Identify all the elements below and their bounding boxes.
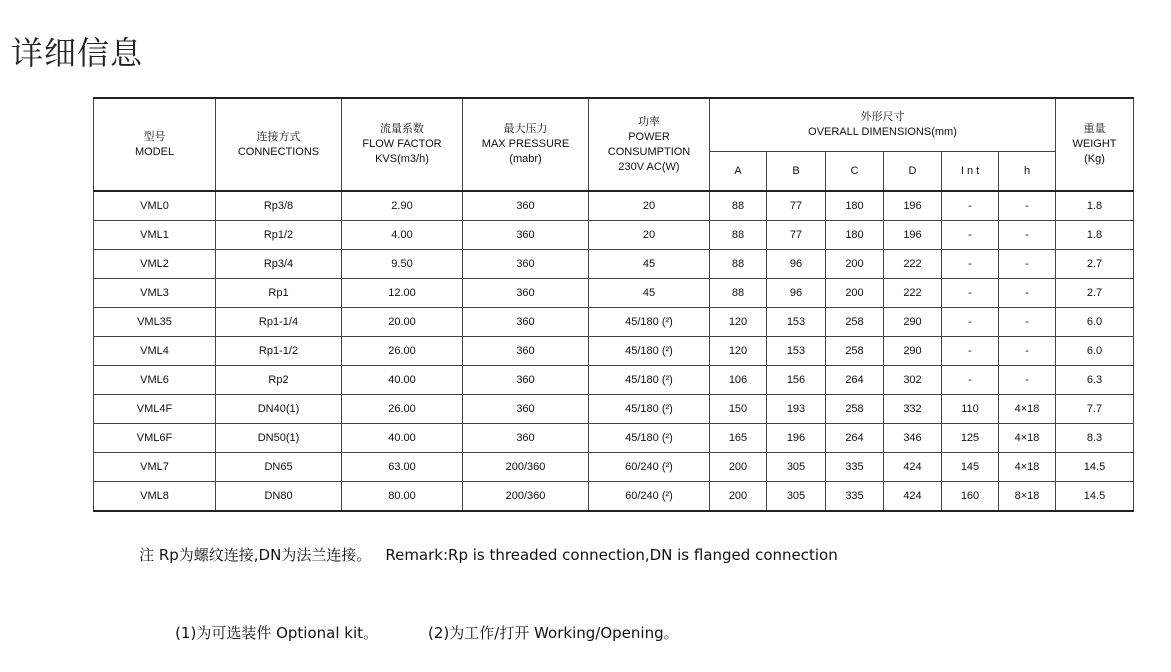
cell-flow-factor: 26.00 (342, 395, 463, 424)
cell-dim-int: - (942, 366, 999, 395)
cell-weight: 14.5 (1056, 482, 1134, 512)
cell-flow-factor: 40.00 (342, 424, 463, 453)
cell-dim-b: 153 (767, 308, 826, 337)
cell-model: VML6 (94, 366, 216, 395)
cell-dim-b: 153 (767, 337, 826, 366)
cell-dim-d: 196 (884, 191, 942, 221)
cell-dim-h: - (999, 337, 1056, 366)
cell-max-pressure: 360 (463, 366, 589, 395)
cell-dim-int: - (942, 279, 999, 308)
cell-dim-c: 180 (826, 221, 884, 250)
cell-weight: 2.7 (1056, 279, 1134, 308)
cell-max-pressure: 360 (463, 250, 589, 279)
header-connections: 连接方式 CONNECTIONS (216, 98, 342, 191)
cell-dim-a: 165 (710, 424, 767, 453)
cell-dim-int: 110 (942, 395, 999, 424)
cell-flow-factor: 2.90 (342, 191, 463, 221)
cell-dim-a: 88 (710, 279, 767, 308)
cell-flow-factor: 80.00 (342, 482, 463, 512)
table-body (94, 191, 1134, 511)
cell-power: 45/180 (²) (589, 337, 710, 366)
cell-dim-d: 424 (884, 482, 942, 512)
cell-dim-b: 77 (767, 191, 826, 221)
cell-max-pressure: 360 (463, 279, 589, 308)
cell-dim-int: 145 (942, 453, 999, 482)
cell-dim-h: - (999, 308, 1056, 337)
note-optional-kit: (1)为可选装件 Optional kit。 (175, 624, 379, 642)
cell-max-pressure: 360 (463, 221, 589, 250)
cell-max-pressure: 200/360 (463, 482, 589, 512)
header-overall-dimensions: 外形尺寸 OVERALL DIMENSIONS(mm) (710, 98, 1056, 152)
cell-dim-b: 96 (767, 250, 826, 279)
table-row (94, 191, 1134, 221)
specification-table (93, 97, 1134, 512)
cell-dim-c: 335 (826, 453, 884, 482)
cell-dim-h: 8×18 (999, 482, 1056, 512)
cell-connection: Rp3/8 (216, 191, 342, 221)
header-dim-int: I n t (942, 152, 999, 192)
cell-connection: DN80 (216, 482, 342, 512)
cell-model: VML4 (94, 337, 216, 366)
cell-connection: DN40(1) (216, 395, 342, 424)
cell-power: 60/240 (²) (589, 482, 710, 512)
header-model: 型号 MODEL (94, 98, 216, 191)
table-row (94, 221, 1134, 250)
cell-dim-h: 4×18 (999, 395, 1056, 424)
header-weight: 重量 WEIGHT (Kg) (1056, 98, 1134, 191)
page-title: 详细信息 (11, 34, 144, 72)
cell-power: 45/180 (²) (589, 366, 710, 395)
cell-dim-d: 290 (884, 337, 942, 366)
table-header (94, 98, 1134, 191)
cell-dim-a: 88 (710, 221, 767, 250)
cell-dim-a: 106 (710, 366, 767, 395)
cell-power: 45 (589, 279, 710, 308)
cell-connection: Rp2 (216, 366, 342, 395)
table-row (94, 366, 1134, 395)
cell-dim-c: 258 (826, 308, 884, 337)
cell-connection: Rp3/4 (216, 250, 342, 279)
table-row (94, 250, 1134, 279)
cell-dim-c: 200 (826, 279, 884, 308)
table-row (94, 453, 1134, 482)
cell-power: 20 (589, 191, 710, 221)
header-dim-h: h (999, 152, 1056, 192)
cell-power: 45/180 (²) (589, 308, 710, 337)
cell-dim-b: 156 (767, 366, 826, 395)
cell-dim-int: - (942, 250, 999, 279)
cell-flow-factor: 63.00 (342, 453, 463, 482)
note-working-opening: (2)为工作/打开 Working/Opening。 (428, 624, 679, 642)
cell-max-pressure: 200/360 (463, 453, 589, 482)
cell-dim-c: 335 (826, 482, 884, 512)
cell-dim-c: 264 (826, 366, 884, 395)
cell-dim-h: 4×18 (999, 453, 1056, 482)
cell-dim-h: - (999, 221, 1056, 250)
cell-max-pressure: 360 (463, 424, 589, 453)
cell-flow-factor: 40.00 (342, 366, 463, 395)
cell-connection: DN65 (216, 453, 342, 482)
header-flow-factor: 流量系数 FLOW FACTOR KVS(m3/h) (342, 98, 463, 191)
cell-dim-b: 305 (767, 482, 826, 512)
cell-weight: 6.0 (1056, 337, 1134, 366)
header-dim-c: C (826, 152, 884, 192)
cell-weight: 6.0 (1056, 308, 1134, 337)
cell-max-pressure: 360 (463, 337, 589, 366)
cell-model: VML4F (94, 395, 216, 424)
table-row (94, 279, 1134, 308)
cell-dim-b: 196 (767, 424, 826, 453)
cell-dim-d: 196 (884, 221, 942, 250)
cell-dim-b: 77 (767, 221, 826, 250)
cell-flow-factor: 12.00 (342, 279, 463, 308)
cell-dim-d: 332 (884, 395, 942, 424)
cell-flow-factor: 9.50 (342, 250, 463, 279)
cell-weight: 2.7 (1056, 250, 1134, 279)
table-row (94, 308, 1134, 337)
cell-dim-h: - (999, 279, 1056, 308)
cell-connection: DN50(1) (216, 424, 342, 453)
cell-max-pressure: 360 (463, 191, 589, 221)
note-remark-cn: 注 Rp为螺纹连接,DN为法兰连接。 (139, 546, 372, 564)
cell-dim-a: 200 (710, 482, 767, 512)
cell-dim-b: 96 (767, 279, 826, 308)
cell-flow-factor: 4.00 (342, 221, 463, 250)
cell-weight: 7.7 (1056, 395, 1134, 424)
cell-max-pressure: 360 (463, 308, 589, 337)
cell-dim-d: 424 (884, 453, 942, 482)
cell-model: VML3 (94, 279, 216, 308)
table-row (94, 424, 1134, 453)
header-dim-d: D (884, 152, 942, 192)
cell-connection: Rp1-1/4 (216, 308, 342, 337)
cell-power: 45/180 (²) (589, 424, 710, 453)
cell-dim-d: 222 (884, 250, 942, 279)
cell-dim-a: 150 (710, 395, 767, 424)
cell-dim-int: - (942, 221, 999, 250)
cell-dim-c: 258 (826, 395, 884, 424)
header-dim-b: B (767, 152, 826, 192)
cell-dim-d: 302 (884, 366, 942, 395)
cell-dim-d: 290 (884, 308, 942, 337)
cell-dim-int: 160 (942, 482, 999, 512)
cell-power: 60/240 (²) (589, 453, 710, 482)
cell-model: VML0 (94, 191, 216, 221)
cell-dim-int: - (942, 337, 999, 366)
note-remark-en: Remark:Rp is threaded connection,DN is flanged connection (385, 546, 838, 564)
header-max-pressure: 最大压力 MAX PRESSURE (mabr) (463, 98, 589, 191)
cell-dim-b: 193 (767, 395, 826, 424)
table-row (94, 482, 1134, 512)
cell-power: 20 (589, 221, 710, 250)
note-line-1 (120, 516, 838, 594)
cell-dim-c: 264 (826, 424, 884, 453)
cell-weight: 6.3 (1056, 366, 1134, 395)
cell-weight: 14.5 (1056, 453, 1134, 482)
cell-dim-c: 200 (826, 250, 884, 279)
header-power: 功率 POWER CONSUMPTION 230V AC(W) (589, 98, 710, 191)
cell-weight: 8.3 (1056, 424, 1134, 453)
cell-dim-b: 305 (767, 453, 826, 482)
cell-max-pressure: 360 (463, 395, 589, 424)
cell-dim-int: - (942, 191, 999, 221)
cell-model: VML8 (94, 482, 216, 512)
cell-dim-a: 120 (710, 308, 767, 337)
cell-flow-factor: 20.00 (342, 308, 463, 337)
cell-dim-h: - (999, 250, 1056, 279)
note-line-2 (120, 594, 838, 672)
cell-weight: 1.8 (1056, 221, 1134, 250)
table-row (94, 337, 1134, 366)
cell-dim-a: 120 (710, 337, 767, 366)
cell-dim-c: 180 (826, 191, 884, 221)
cell-dim-c: 258 (826, 337, 884, 366)
cell-power: 45/180 (²) (589, 395, 710, 424)
cell-model: VML35 (94, 308, 216, 337)
header-dim-a: A (710, 152, 767, 192)
cell-dim-h: - (999, 191, 1056, 221)
cell-connection: Rp1-1/2 (216, 337, 342, 366)
cell-dim-int: 125 (942, 424, 999, 453)
table-row (94, 395, 1134, 424)
cell-model: VML2 (94, 250, 216, 279)
cell-dim-a: 88 (710, 191, 767, 221)
cell-model: VML6F (94, 424, 216, 453)
cell-dim-a: 200 (710, 453, 767, 482)
cell-dim-h: - (999, 366, 1056, 395)
cell-model: VML7 (94, 453, 216, 482)
cell-weight: 1.8 (1056, 191, 1134, 221)
cell-dim-int: - (942, 308, 999, 337)
cell-flow-factor: 26.00 (342, 337, 463, 366)
notes (120, 516, 838, 672)
cell-connection: Rp1 (216, 279, 342, 308)
cell-model: VML1 (94, 221, 216, 250)
cell-dim-a: 88 (710, 250, 767, 279)
cell-dim-d: 222 (884, 279, 942, 308)
cell-power: 45 (589, 250, 710, 279)
cell-dim-h: 4×18 (999, 424, 1056, 453)
cell-connection: Rp1/2 (216, 221, 342, 250)
cell-dim-d: 346 (884, 424, 942, 453)
